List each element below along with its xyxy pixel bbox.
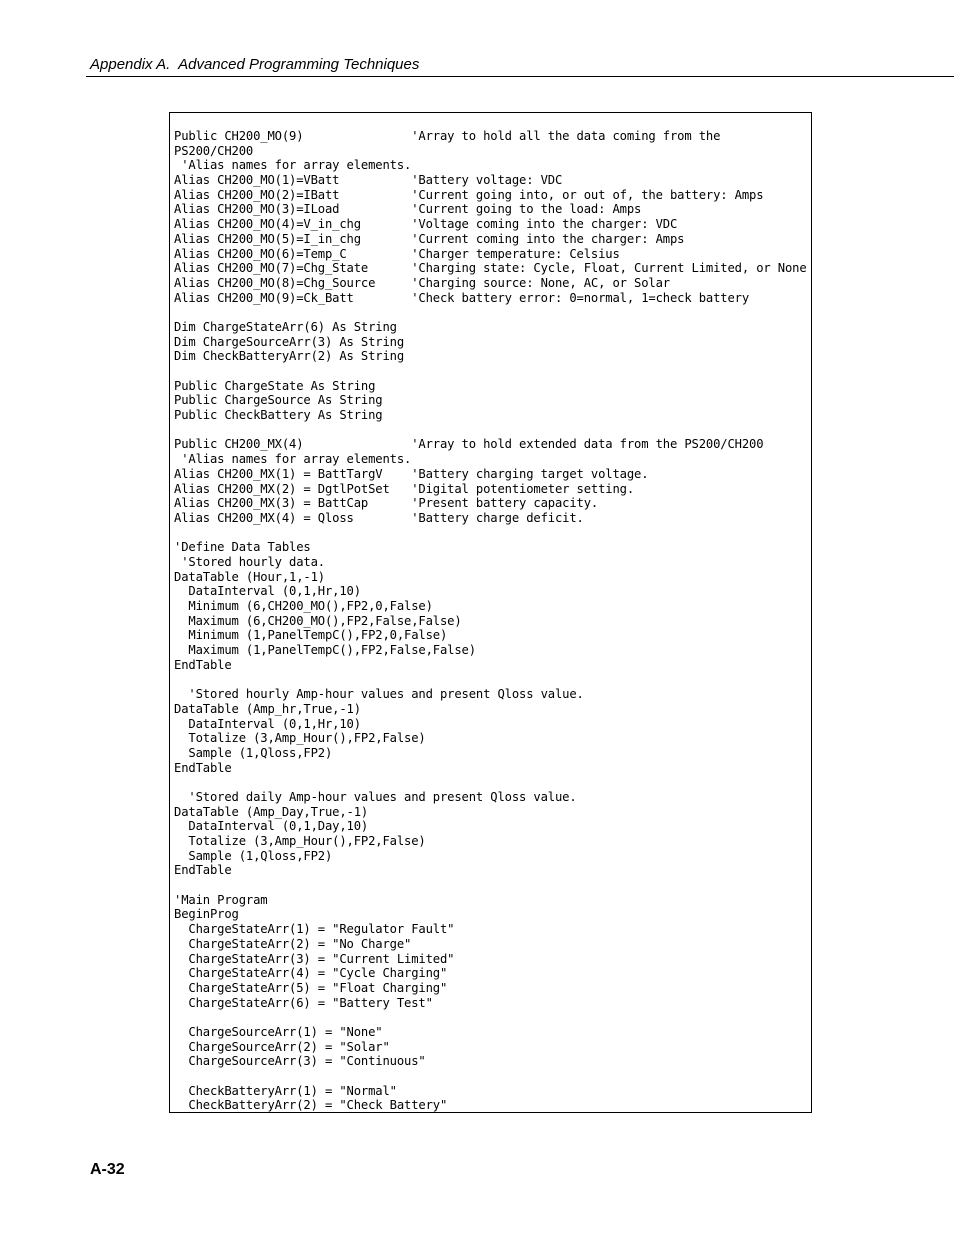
code-line: Alias CH200_MO(1)=VBatt 'Battery voltage: VDC — [174, 173, 563, 188]
code-line: Alias CH200_MO(9)=Ck_Batt 'Check battery error: 0=normal, 1=check battery — [174, 290, 749, 305]
code-line: EndTable — [174, 760, 232, 775]
code-line — [174, 775, 807, 790]
code-line: CheckBatteryArr(1) = "Normal" — [174, 1083, 397, 1098]
code-line: 'Alias names for array elements. — [174, 158, 412, 173]
code-line: ChargeStateArr(4) = "Cycle Charging" — [174, 966, 448, 981]
code-listing-box — [169, 112, 812, 1113]
code-line: Alias CH200_MX(3) = BattCap 'Present battery capacity. — [174, 496, 599, 511]
code-line: Minimum (6,CH200_MO(),FP2,0,False) — [174, 599, 433, 613]
code-line — [174, 364, 807, 379]
code-line: Public CH200_MO(9) 'Array to hold all the data coming from the — [174, 129, 721, 143]
page-number: A-32 — [90, 1161, 125, 1178]
code-listing — [174, 129, 807, 1113]
code-line: Alias CH200_MO(6)=Temp_C 'Charger temperature: Celsius — [174, 246, 620, 261]
code-line: Dim ChargeStateArr(6) As String — [174, 319, 397, 334]
code-line: Totalize (3,Amp_Hour(),FP2,False) — [174, 834, 426, 848]
code-line: ChargeSourceArr(2) = "Solar" — [174, 1039, 390, 1054]
code-line: 'Stored hourly Amp-hour values and present Qloss value. — [174, 687, 584, 702]
code-line: DataTable (Hour,1,-1) — [174, 569, 325, 584]
code-line: Public ChargeSource As String — [174, 393, 383, 408]
code-line: Sample (1,Qloss,FP2) — [174, 745, 333, 760]
code-line: 'Define Data Tables — [174, 540, 311, 555]
code-line: ChargeStateArr(6) = "Battery Test" — [174, 995, 433, 1010]
code-line: DataInterval (0,1,Hr,10) — [174, 716, 361, 731]
code-line — [174, 526, 807, 541]
code-line: BeginProg — [174, 907, 239, 922]
code-line — [174, 423, 807, 438]
code-line: Public CH200_MX(4) 'Array to hold extended data from the PS200/CH200 — [174, 437, 764, 452]
code-line: ChargeStateArr(3) = "Current Limited" — [174, 951, 455, 966]
code-line: Public CheckBattery As String — [174, 408, 383, 423]
code-line: Dim CheckBatteryArr(2) As String — [174, 349, 404, 364]
code-line: 'Stored daily Amp-hour values and present Qloss value. — [174, 789, 577, 804]
code-line — [174, 1069, 807, 1084]
code-line: ChargeStateArr(5) = "Float Charging" — [174, 980, 448, 995]
code-line: 'Alias names for array elements. — [174, 452, 412, 467]
code-line: CheckBatteryArr(2) = "Check Battery" — [174, 1098, 448, 1113]
code-line: Alias CH200_MO(4)=V_in_chg 'Voltage coming into the charger: VDC — [174, 217, 678, 232]
code-line: ChargeStateArr(2) = "No Charge" — [174, 936, 412, 951]
code-line: Totalize (3,Amp_Hour(),FP2,False) — [174, 731, 426, 746]
code-line: Dim ChargeSourceArr(3) As String — [174, 334, 404, 349]
code-line: Public ChargeState As String — [174, 378, 376, 393]
code-line: Minimum (1,PanelTempC(),FP2,0,False) — [174, 628, 448, 643]
code-line — [174, 878, 807, 893]
code-line: DataTable (Amp_Day,True,-1) — [174, 804, 369, 819]
code-line: Alias CH200_MO(7)=Chg_State 'Charging state: Cycle, Float, Current Limited, or None — [174, 261, 807, 276]
code-line: Alias CH200_MO(5)=I_in_chg 'Current coming into the charger: Amps — [174, 231, 685, 246]
code-line: Maximum (6,CH200_MO(),FP2,False,False) — [174, 613, 462, 628]
code-line: ChargeSourceArr(1) = "None" — [174, 1024, 383, 1039]
code-line: Alias CH200_MO(3)=ILoad 'Current going to the load: Amps — [174, 202, 642, 217]
code-line: Alias CH200_MX(4) = Qloss 'Battery charge deficit. — [174, 510, 584, 525]
code-line: Maximum (1,PanelTempC(),FP2,False,False) — [174, 643, 476, 658]
code-line: Sample (1,Qloss,FP2) — [174, 848, 333, 863]
code-line: 'Stored hourly data. — [174, 554, 325, 569]
code-line: ChargeSourceArr(3) = "Continuous" — [174, 1054, 426, 1069]
code-line — [174, 305, 807, 320]
code-line: Alias CH200_MX(2) = DgtlPotSet 'Digital potentiometer setting. — [174, 481, 634, 496]
code-line: Alias CH200_MX(1) = BattTargV 'Battery charging target voltage. — [174, 466, 649, 481]
code-line: DataInterval (0,1,Hr,10) — [174, 584, 361, 599]
running-header: Appendix A. Advanced Programming Techniques — [90, 56, 420, 73]
code-line: Alias CH200_MO(8)=Chg_Source 'Charging source: None, AC, or Solar — [174, 275, 670, 290]
header-rule — [86, 76, 954, 77]
code-line — [174, 672, 807, 687]
code-line: PS200/CH200 — [174, 143, 254, 158]
code-line — [174, 1010, 807, 1025]
code-line: DataTable (Amp_hr,True,-1) — [174, 701, 361, 716]
code-line: EndTable — [174, 863, 232, 878]
code-line: EndTable — [174, 657, 232, 672]
code-line: ChargeStateArr(1) = "Regulator Fault" — [174, 922, 455, 937]
code-line: DataInterval (0,1,Day,10) — [174, 819, 369, 834]
code-line: Alias CH200_MO(2)=IBatt 'Current going into, or out of, the battery: Amps — [174, 187, 764, 202]
code-line: 'Main Program — [174, 892, 268, 907]
